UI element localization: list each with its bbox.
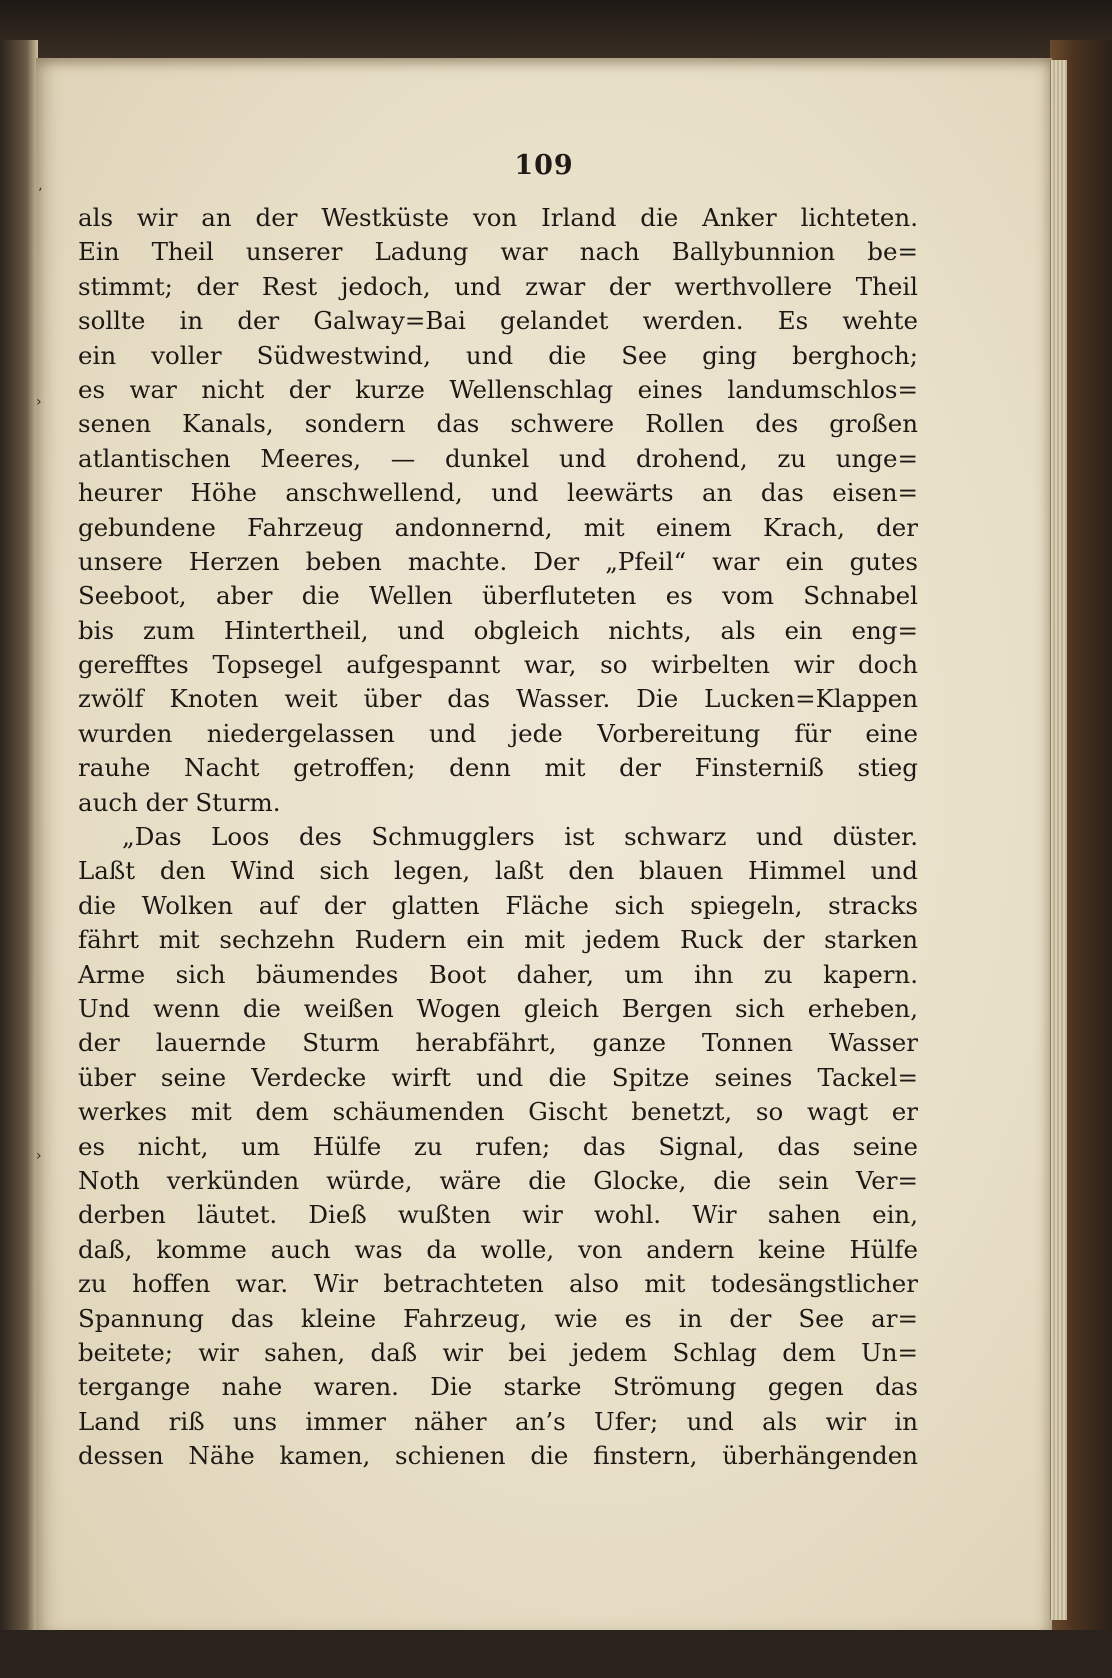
- book-page: [36, 58, 1052, 1638]
- text-line: es war nicht der kurze Wellenschlag eines landumschlos=: [78, 374, 918, 404]
- text-line: heurer Höhe anschwellend, und leewärts an das eisen=: [78, 478, 918, 508]
- margin-mark: ʼ: [38, 186, 43, 202]
- text-line: bis zum Hintertheil, und obgleich nichts, als ein eng=: [78, 615, 918, 645]
- text-line: als wir an der Westküste von Irland die Anker lichteten.: [78, 203, 918, 232]
- text-line: über seine Verdecke wirft und die Spitze seines Tackel=: [78, 1062, 918, 1092]
- text-line: wurden niedergelassen und jede Vorbereitung für eine: [78, 718, 918, 748]
- text-line: gebundene Fahrzeug andonnernd, mit einem Krach, der: [78, 512, 918, 542]
- text-line: atlantischen Meeres, — dunkel und drohend, zu unge=: [78, 443, 918, 473]
- text-line: derben läutet. Dieß wußten wir wohl. Wir sahen ein,: [78, 1200, 918, 1230]
- text-line: sollte in der Galway=Bai gelandet werden. Es wehte: [78, 306, 918, 336]
- text-line: rauhe Nacht getroffen; denn mit der Finsterniß stieg: [78, 753, 918, 783]
- text-line: Laßt den Wind sich legen, laßt den blauen Himmel und: [78, 856, 918, 886]
- text-line: Spannung das kleine Fahrzeug, wie es in der See ar=: [78, 1303, 918, 1333]
- text-line: Seeboot, aber die Wellen überfluteten es vom Schnabel: [78, 581, 918, 611]
- text-line: die Wolken auf der glatten Fläche sich spiegeln, stracks: [78, 890, 918, 920]
- text-line: Noth verkünden würde, wäre die Glocke, die sein Ver=: [78, 1165, 918, 1195]
- text-line: auch der Sturm.: [78, 787, 281, 817]
- book-top-edge: [0, 0, 1112, 60]
- margin-mark: ›: [36, 394, 42, 410]
- text-line: unsere Herzen beben machte. Der „Pfeil“ war ein gutes: [78, 546, 918, 576]
- margin-mark: ›: [36, 1148, 42, 1164]
- text-line: gerefftes Topsegel aufgespannt war, so wirbelten wir doch: [78, 650, 918, 680]
- text-line: es nicht, um Hülfe zu rufen; das Signal, das seine: [78, 1131, 918, 1161]
- text-line: daß, komme auch was da wolle, von andern keine Hülfe: [78, 1234, 918, 1264]
- book-gutter: [0, 40, 38, 1678]
- text-line: senen Kanals, sondern das schwere Rollen des großen: [78, 409, 918, 439]
- body-text: [78, 201, 918, 1473]
- text-line: zu hoffen war. Wir betrachteten also mit todesängstlicher: [78, 1269, 918, 1299]
- text-line: dessen Nähe kamen, schienen die finstern, überhängenden: [78, 1441, 918, 1471]
- page-edges: [1050, 60, 1067, 1620]
- text-line: beitete; wir sahen, daß wir bei jedem Schlag dem Un=: [78, 1337, 918, 1367]
- text-line: fährt mit sechzehn Rudern ein mit jedem Ruck der starken: [78, 925, 918, 955]
- text-line: ein voller Südwestwind, und die See ging berghoch;: [78, 340, 918, 370]
- text-line: Arme sich bäumendes Boot daher, um ihn zu kapern.: [78, 959, 918, 989]
- text-line: werkes mit dem schäumenden Gischt benetzt, so wagt er: [78, 1097, 918, 1127]
- text-line: Und wenn die weißen Wogen gleich Bergen sich erheben,: [78, 993, 918, 1023]
- page-number: 109: [514, 150, 574, 181]
- text-line: Ein Theil unserer Ladung war nach Ballybunnion be=: [78, 237, 918, 267]
- text-line: der lauernde Sturm herabfährt, ganze Tonnen Wasser: [78, 1028, 918, 1058]
- text-line: „Das Loos des Schmugglers ist schwarz und düster.: [122, 822, 918, 852]
- text-line: Land riß uns immer näher an’s Ufer; und als wir in: [78, 1406, 918, 1436]
- text-line: zwölf Knoten weit über das Wasser. Die Lucken=Klappen: [78, 684, 918, 714]
- book-bottom-edge: [0, 1630, 1112, 1678]
- text-line: tergange nahe waren. Die starke Strömung gegen das: [78, 1372, 918, 1402]
- text-line: stimmt; der Rest jedoch, und zwar der werthvollere Theil: [78, 271, 918, 301]
